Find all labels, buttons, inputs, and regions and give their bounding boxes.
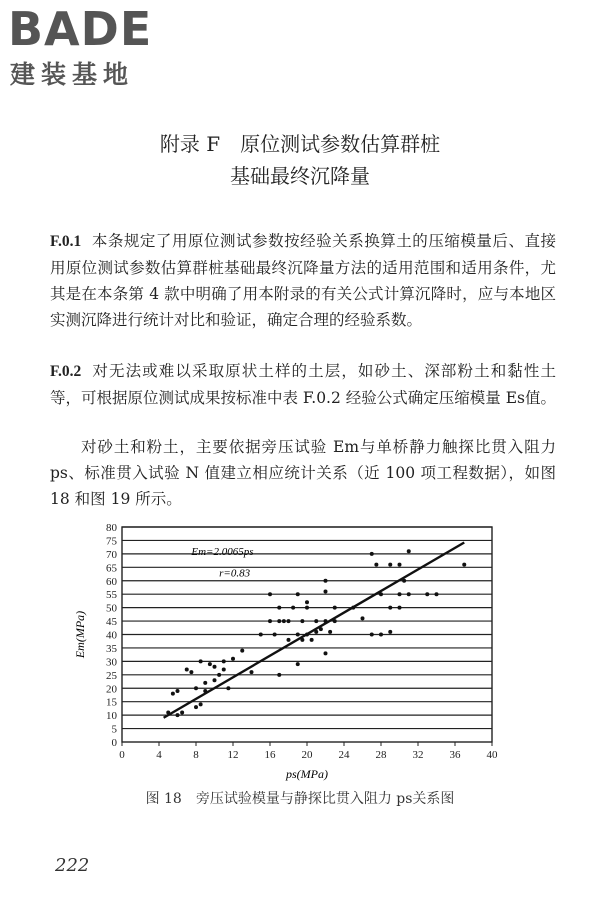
x-tick-label: 32 [412,749,424,761]
x-tick-label: 28 [375,749,387,761]
x-tick-label: 4 [156,749,162,761]
data-point [185,667,189,671]
correlation-label: r=0.83 [219,567,251,580]
data-point [208,662,212,666]
data-point [217,673,221,677]
y-tick-label: 70 [106,548,117,561]
regression-line [164,542,465,717]
data-point [370,633,374,637]
y-tick-label: 50 [106,602,117,615]
data-point [171,692,175,696]
data-point [291,606,295,610]
y-tick-label: 10 [106,710,117,723]
data-point [398,592,402,596]
data-point [398,563,402,567]
data-point [268,592,272,596]
data-point [314,619,318,623]
data-point [425,592,429,596]
paragraph-text: 对无法或难以采取原状土样的土层，如砂土、深部粉土和黏性土等，可根据原位测试成果按标准中表 F.0.2 经验公式确定压缩模量 Es值。 [50,362,556,407]
y-tick-label: 40 [106,629,117,642]
chart-points [166,549,466,717]
y-tick-label: 20 [106,683,117,696]
data-point [296,662,300,666]
x-tick-label: 8 [193,749,199,761]
data-point [203,681,207,685]
data-point [388,606,392,610]
x-tick-label: 24 [338,749,350,761]
data-point [226,686,230,690]
data-point [310,638,314,642]
data-point [259,633,263,637]
data-point [333,606,337,610]
x-tick-label: 40 [486,749,498,761]
data-point [277,673,281,677]
data-point [222,659,226,663]
data-point [273,633,277,637]
y-tick-label: 75 [106,535,117,548]
fit-equation-label: Em=2.0065ps [191,546,254,559]
figure-caption: 图 18 旁压试验模量与静探比贯入阻力 ps关系图 [145,791,455,807]
data-point [398,606,402,610]
logo-subtitle: 建装基地 [10,60,135,89]
data-point [287,619,291,623]
paragraph-f01 [50,228,556,333]
data-point [407,549,411,553]
chart-fit-line [164,542,465,717]
y-axis-label: Em(MPa) [73,610,87,659]
y-tick-label: 60 [106,575,117,588]
data-point [194,705,198,709]
x-axis-label: ps(MPa) [286,767,328,781]
data-point [388,630,392,634]
data-point [462,563,466,567]
y-tick-label: 30 [106,656,117,669]
appendix-title-line2: 基础最终沉降量 [230,164,370,188]
data-point [180,710,184,714]
logo-wordmark: BADE [8,2,153,56]
data-point [250,670,254,674]
data-point [300,619,304,623]
paragraph-text: 本条规定了用原位测试参数按经验关系换算土的压缩模量后、直接用原位测试参数估算群桩基础最终沉降量方法的适用范围和适用条件，尤其是在本条第 4 款中明确了用本附录的有关公式计算沉降时，应与本地区实测沉降进行统计对比和验证，确定合理的经验系数。 [50,232,556,329]
y-tick-label: 5 [111,723,117,736]
x-tick-label: 16 [264,749,276,761]
data-point [277,619,281,623]
section-label: F.0.1 [50,233,82,250]
data-point [407,592,411,596]
data-point [189,670,193,674]
y-tick-label: 65 [106,562,117,575]
appendix-title-line1: 附录 F 原位测试参数估算群桩 [159,132,441,156]
data-point [287,638,291,642]
data-point [176,713,180,717]
data-point [194,686,198,690]
chart-gridlines [122,527,492,729]
data-point [388,563,392,567]
paragraph-text: 对砂土和粉土，主要依据旁压试验 Em与单桥静力触探比贯入阻力 ps、标准贯入试验 N 值建立相应统计关系（近 100 项工程数据），如图 18 和图 19 所示。 [50,438,556,508]
data-point [176,689,180,693]
y-tick-label: 35 [106,642,117,655]
x-tick-label: 36 [449,749,461,761]
data-point [199,659,203,663]
scatter-chart [70,515,510,785]
y-tick-label: 80 [106,522,117,534]
data-point [296,633,300,637]
brand-logo [8,4,178,90]
data-point [231,657,235,661]
data-point [222,667,226,671]
data-point [240,649,244,653]
x-tick-label: 12 [227,749,239,761]
x-tick-label: 0 [119,749,125,761]
section-label: F.0.2 [50,363,82,380]
data-point [199,702,203,706]
data-point [296,592,300,596]
y-tick-label: 15 [106,696,117,709]
y-tick-label: 45 [106,616,117,629]
data-point [277,606,281,610]
data-point [328,630,332,634]
data-point [361,616,365,620]
page-number: 222 [55,855,90,876]
data-point [324,651,328,655]
data-point [324,590,328,594]
data-point [374,563,378,567]
data-point [305,606,309,610]
data-point [379,633,383,637]
paragraph-sand-silt [50,434,556,512]
data-point [282,619,286,623]
data-point [435,592,439,596]
y-tick-label: 25 [106,669,117,682]
data-point [268,619,272,623]
data-point [370,552,374,556]
data-point [305,600,309,604]
x-tick-label: 20 [301,749,313,761]
data-point [324,579,328,583]
data-point [213,678,217,682]
y-tick-label: 0 [111,737,117,749]
paragraph-f02 [50,358,556,411]
data-point [213,665,217,669]
y-tick-label: 55 [106,589,117,602]
